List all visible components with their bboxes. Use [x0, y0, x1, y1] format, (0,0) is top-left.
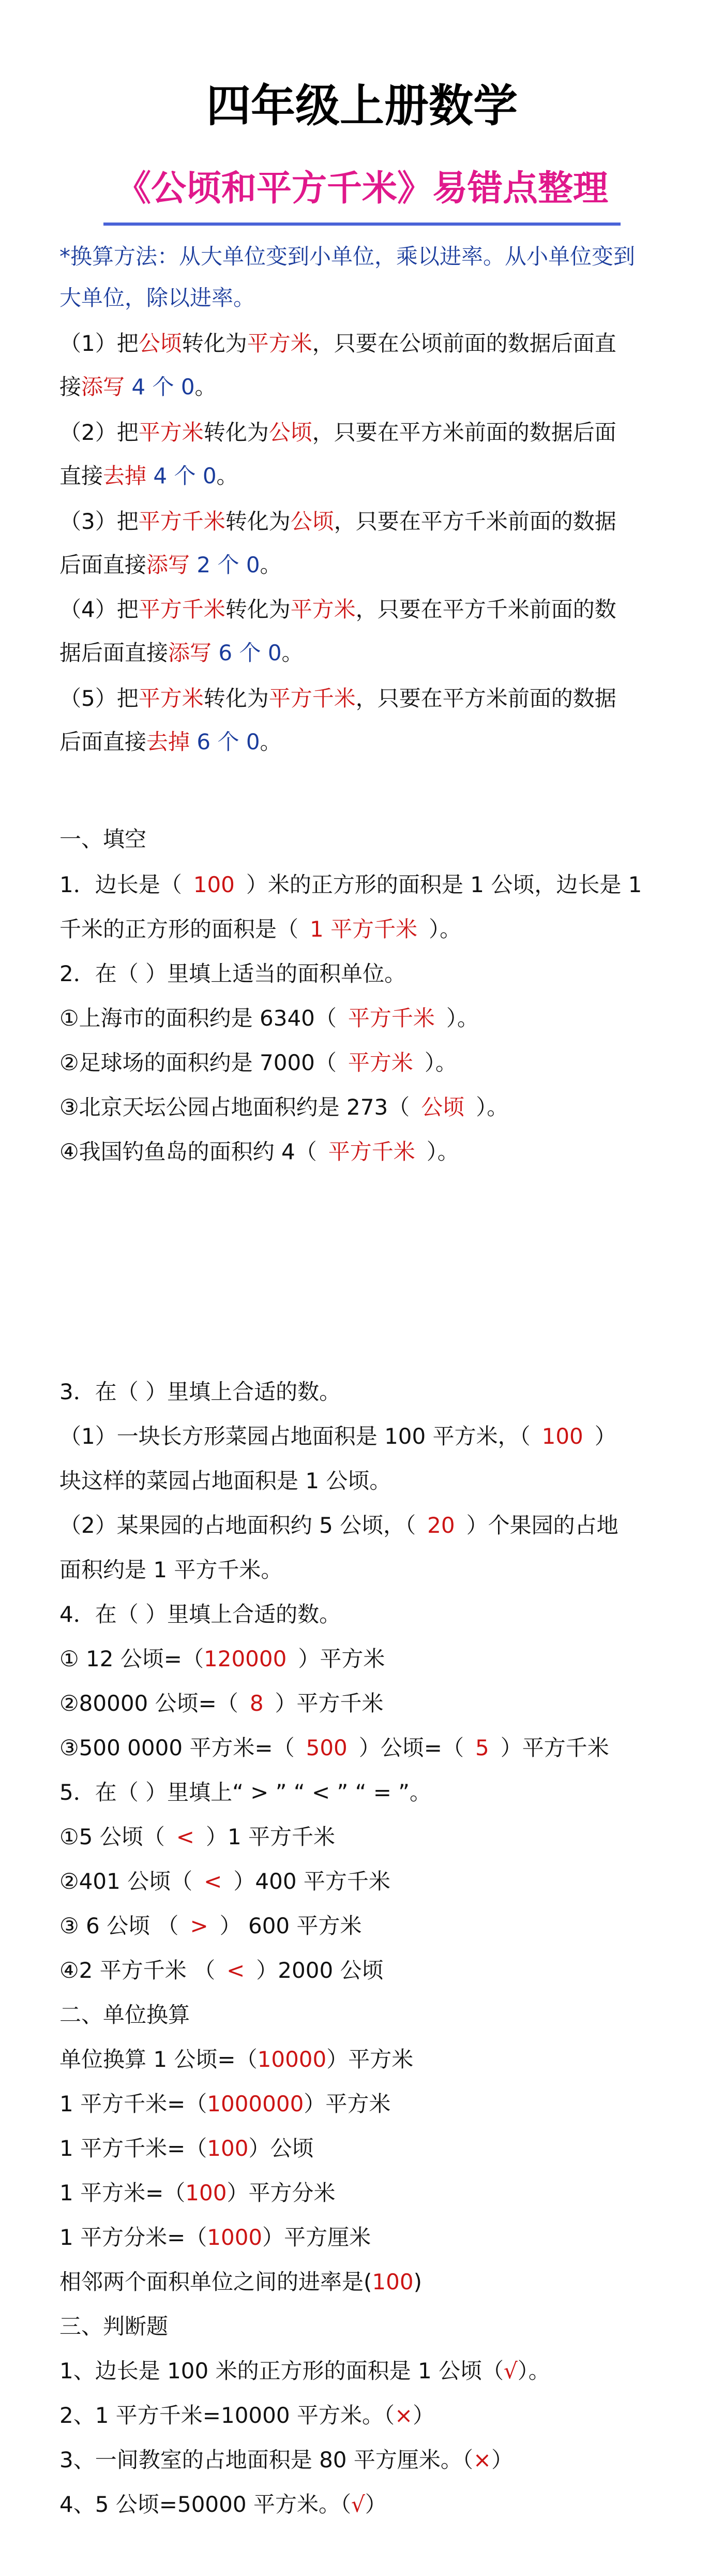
- subtitle-underline: [103, 223, 621, 226]
- answer-text: 8: [249, 1691, 264, 1716]
- q3-part2-line1: （2）某果园的占地面积约 5 公顷，（ 20 ）个果园的占地: [59, 1513, 619, 1538]
- page-title: 四年级上册数学: [206, 80, 518, 132]
- judgment-item-4: 4、5 公顷=50000 平方米。（√）: [59, 2492, 387, 2517]
- answer-text: 100: [193, 872, 235, 897]
- section-heading-fill-in: 一、填空: [59, 826, 147, 852]
- method-intro-line1: *换算方法：从大单位变到小单位，乘以进率。从小单位变到: [59, 244, 636, 269]
- q2-item-3: ③北京天坛公园占地面积约是 273（ 公顷 ）。: [59, 1094, 509, 1120]
- q5-item-1: ①5 公顷（ < ）1 平方千米: [59, 1824, 336, 1849]
- q2-item-2: ②足球场的面积约是 7000（ 平方米 ）。: [59, 1050, 457, 1075]
- rule-5-line1: （5）把平方米转化为平方千米，只要在平方米前面的数据: [59, 686, 616, 711]
- judgment-item-3: 3、一间教室的占地面积是 80 平方厘米。（×）: [59, 2447, 514, 2473]
- answer-text: 1 平方千米: [310, 916, 418, 942]
- rule-5-line2: 后面直接去掉 6 个 0。: [59, 729, 282, 754]
- q4-line1: ① 12 公顷=（120000 ）平方米: [59, 1646, 385, 1671]
- q5-head: 5．在（ ）里填上“ > ” “ < ” “ = ”。: [59, 1780, 432, 1805]
- page-subtitle: 《公顷和平方千米》易错点整理: [115, 168, 608, 209]
- answer-text: >: [190, 1913, 208, 1938]
- rule-2-line1: （2）把平方米转化为公顷，只要在平方米前面的数据后面: [59, 420, 616, 445]
- q4-line2: ②80000 公顷=（ 8 ）平方千米: [59, 1691, 384, 1716]
- q1-line2: 千米的正方形的面积是（ 1 平方千米 ）。: [59, 916, 462, 942]
- answer-text: 120000: [204, 1646, 287, 1671]
- answer-text: 平方米: [348, 1050, 413, 1075]
- rule-3-line2: 后面直接添写 2 个 0。: [59, 552, 282, 578]
- section-heading-unit-conversion: 二、单位换算: [59, 2002, 190, 2027]
- rule-2-line2: 直接去掉 4 个 0。: [59, 463, 238, 488]
- q5-item-3: ③ 6 公顷 （ > ） 600 平方米: [59, 1913, 362, 1938]
- answer-text: <: [227, 1958, 245, 1983]
- answer-mark: ×: [394, 2403, 413, 2428]
- q3-part2-line2: 面积约是 1 平方千米。: [59, 1557, 283, 1582]
- q3-part1-line2: 块这样的菜园占地面积是 1 公顷。: [59, 1468, 391, 1493]
- q5-item-4: ④2 平方千米 （ < ）2000 公顷: [59, 1958, 384, 1983]
- q2-item-4: ④我国钓鱼岛的面积约 4（ 平方千米 ）。: [59, 1139, 459, 1164]
- conversion-item-6: 相邻两个面积单位之间的进率是(100): [59, 2269, 422, 2294]
- answer-text: 平方千米: [348, 1005, 435, 1031]
- judgment-item-1: 1、边长是 100 米的正方形的面积是 1 公顷（√）。: [59, 2358, 550, 2383]
- answer-text: 20: [427, 1513, 455, 1538]
- conversion-item-3: 1 平方千米=（100）公顷: [59, 2136, 314, 2161]
- method-intro-line2: 大单位，除以进率。: [59, 285, 255, 310]
- q5-item-2: ②401 公顷（ < ）400 平方千米: [59, 1869, 390, 1894]
- answer-text: 10000: [257, 2047, 327, 2072]
- q3-part1-line1: （1）一块长方形菜园占地面积是 100 平方米，（ 100 ）: [59, 1424, 616, 1449]
- rule-4-line1: （4）把平方千米转化为平方米，只要在平方千米前面的数: [59, 597, 616, 622]
- answer-text: 100: [185, 2180, 227, 2205]
- q2-head: 2．在（ ）里填上适当的面积单位。: [59, 961, 406, 986]
- answer-text: 100: [372, 2269, 414, 2294]
- answer-text: 500: [306, 1735, 348, 1760]
- answer-text: <: [204, 1869, 222, 1894]
- answer-mark: ×: [473, 2447, 492, 2473]
- rule-1-line1: （1）把公顷转化为平方米，只要在公顷前面的数据后面直: [59, 331, 616, 356]
- answer-text: <: [176, 1824, 194, 1849]
- section-heading-true-false: 三、判断题: [59, 2314, 169, 2339]
- rule-1-line2: 接添写 4 个 0。: [59, 374, 217, 399]
- q4-head: 4．在（ ）里填上合适的数。: [59, 1602, 341, 1627]
- answer-mark: √: [504, 2358, 518, 2383]
- q4-line3: ③500 0000 平方米=（ 500 ）公顷=（ 5 ）平方千米: [59, 1735, 609, 1760]
- answer-text: 1000000: [207, 2091, 304, 2116]
- answer-text: 100: [541, 1424, 583, 1449]
- answer-text: 100: [207, 2136, 249, 2161]
- q2-item-1: ①上海市的面积约是 6340（ 平方千米 ）。: [59, 1005, 479, 1031]
- q1-line1: 1．边长是（ 100 ）米的正方形的面积是 1 公顷，边长是 1: [59, 872, 642, 897]
- conversion-item-1: 单位换算 1 公顷=（10000）平方米: [59, 2047, 414, 2072]
- conversion-item-2: 1 平方千米=（1000000）平方米: [59, 2091, 391, 2116]
- rule-4-line2: 据后面直接添写 6 个 0。: [59, 640, 304, 665]
- answer-mark: √: [351, 2492, 365, 2517]
- q3-head: 3．在（ ）里填上合适的数。: [59, 1379, 341, 1404]
- conversion-item-4: 1 平方米=（100）平方分米: [59, 2180, 336, 2205]
- answer-text: 5: [475, 1735, 489, 1760]
- answer-text: 1000: [207, 2225, 263, 2250]
- rule-3-line1: （3）把平方千米转化为公顷，只要在平方千米前面的数据: [59, 509, 616, 534]
- answer-text: 公顷: [421, 1094, 465, 1120]
- judgment-item-2: 2、1 平方千米=10000 平方米。（×）: [59, 2403, 435, 2428]
- answer-text: 平方千米: [328, 1139, 415, 1164]
- conversion-item-5: 1 平方分米=（1000）平方厘米: [59, 2225, 371, 2250]
